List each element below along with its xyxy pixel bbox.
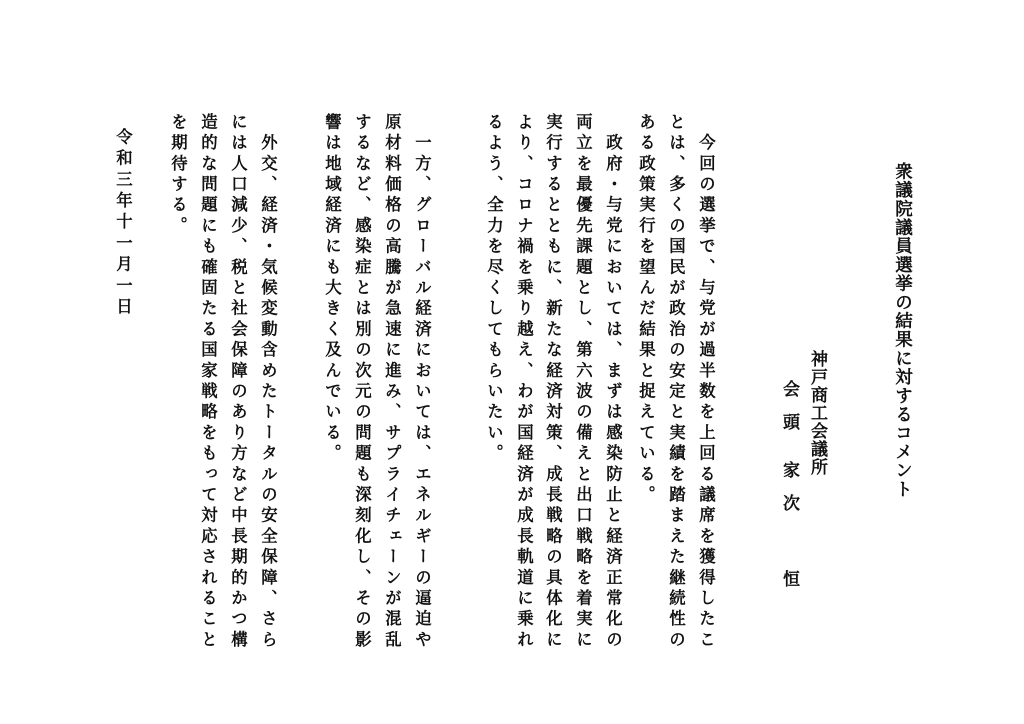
representative-line: [780, 380, 797, 588]
paragraph-3-line-2: 原材料価格の高騰が急速に進み、サプライチェーンが混乱: [382, 113, 402, 652]
paragraph-1-line-2: とは、多くの国民が政治の安定と実績を踏まえた継続性の: [666, 113, 686, 652]
paragraph-1-line-3: ある政策実行を望んだ結果と捉えている。: [636, 113, 656, 507]
paragraph-3-line-3: するなど、感染症とは別の次元の問題も深刻化し、その影: [352, 113, 372, 652]
paragraph-4-line-3: 造的な問題にも確固たる国家戦略をもって対応されること: [198, 113, 218, 652]
paragraph-2-line-5: るよう、全力を尽くしてもらいたい。: [484, 113, 504, 465]
representative-role-char: 会: [779, 380, 799, 398]
paragraph-4-line-1: 外交、経済・気候変動含めたトータルの安全保障、さら: [258, 113, 278, 652]
paragraph-3-line-1: 一方、グローバル経済においては、エネルギーの逼迫や: [412, 113, 432, 652]
paragraph-2-line-3: 実行するとともに、新たな経済対策、成長戦略の具体化に: [543, 113, 563, 652]
representative-name-char: 恒: [779, 570, 799, 588]
paragraph-4-line-4: を期待する。: [168, 113, 188, 238]
representative-name-char: 家: [779, 461, 799, 479]
paragraph-4-line-2: には人口減少、税と社会保障のあり方など中長期的かつ構: [228, 113, 248, 652]
organization-name: 神戸商工会議所: [807, 350, 827, 476]
paragraph-2-line-2: 両立を最優先課題とし、第六波の備えと出口戦略を着実に: [573, 113, 593, 652]
paragraph-1-line-1: 今回の選挙で、与党が過半数を上回る議席を獲得したこ: [696, 113, 716, 652]
document-title: 衆議院議員選挙の結果に対するコメント: [892, 162, 913, 499]
paragraph-3-line-4: 響は地域経済にも大きく及んでいる。: [322, 113, 342, 465]
paragraph-2-line-4: より、コロナ禍を乗り越え、わが国経済が成長軌道に乗れ: [514, 113, 534, 652]
paragraph-2-line-1: 政府・与党においては、まずは感染防止と経済正常化の: [603, 113, 623, 652]
representative-role-char: 頭: [779, 413, 799, 431]
document-date: 令和三年十一月一日: [113, 128, 133, 319]
representative-name-char: 次: [779, 494, 799, 512]
